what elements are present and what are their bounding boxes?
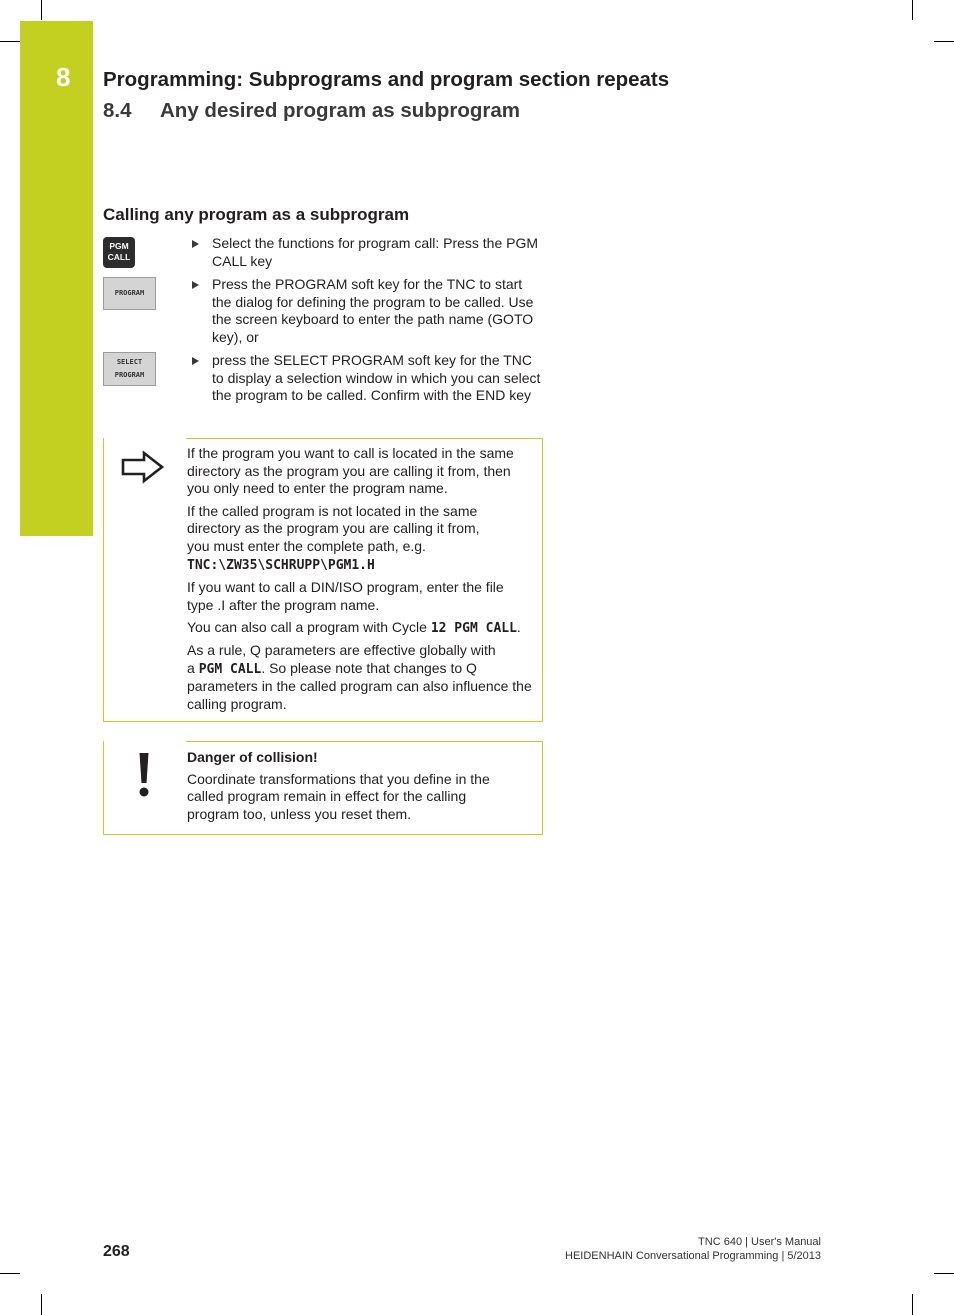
warning-content [187, 741, 542, 834]
step-text: press the SELECT PROGRAM soft key for the TNC to display a selection window in which you can select the program to be called. Confirm with the END key [212, 352, 541, 404]
footer-line-2: HEIDENHAIN Conversational Programming | 5/2013 [565, 1250, 821, 1262]
note-paragraph [187, 642, 534, 714]
note-text: As a rule, Q parameters are effective globally with [187, 642, 496, 659]
step-item [192, 235, 544, 270]
warning-icon-cell [104, 741, 187, 834]
step-item [192, 352, 544, 405]
note-paragraph: If the program you want to call is located in the same directory as the program you are calling it from, then you only need to enter the program name. [187, 445, 514, 497]
warning-text: Coordinate transformations that you define in the called program remain in effect for the calling program too, unless you reset them. [187, 770, 490, 823]
cycle-code: 12 PGM CALL [430, 620, 517, 636]
note-icon-cell [104, 438, 187, 721]
page-number: 268 [103, 1243, 130, 1260]
chapter-number: 8 [56, 62, 71, 92]
exclamation-icon [137, 752, 151, 798]
section-title-text: Any desired program as subprogram [160, 99, 520, 122]
bullet-triangle-icon [192, 357, 199, 365]
program-softkey-icon [103, 277, 156, 310]
pgm-call-key-label-2: CALL [107, 252, 131, 262]
warning-box [103, 741, 543, 835]
crop-mark [41, 0, 42, 20]
pgm-call-code: PGM CALL [198, 661, 262, 677]
crop-mark [912, 0, 913, 20]
footer-info [565, 1235, 821, 1263]
chapter-tab [20, 21, 93, 536]
program-softkey-label: PROGRAM [114, 289, 145, 297]
footer-line-1: TNC 640 | User's Manual [698, 1236, 821, 1248]
step-text: Press the PROGRAM soft key for the TNC to start the dialog for defining the program to be called. Use the screen keyboard to enter the path name (GOTO key), or [212, 276, 534, 346]
crop-mark [0, 1273, 20, 1274]
bullet-triangle-icon [192, 240, 199, 248]
select-program-softkey-label-1: SELECT [116, 358, 143, 366]
note-text: . [516, 618, 521, 635]
select-program-softkey-label-2: PROGRAM [114, 371, 145, 379]
bullet-triangle-icon [192, 281, 199, 289]
note-content [187, 438, 542, 721]
note-text: you must enter the complete path, e.g. [187, 538, 426, 555]
note-box [103, 438, 543, 722]
note-paragraph [187, 619, 534, 638]
pgm-call-key-icon [103, 237, 135, 268]
note-text: . So please note that changes to Q parameters in the called program can also influence the calling program. [187, 659, 532, 713]
pgm-call-key-label-1: PGM [109, 241, 129, 251]
note-paragraph [187, 503, 534, 575]
section-number: 8.4 [103, 99, 132, 122]
note-text: You can also call a program with Cycle [187, 618, 427, 635]
arrow-right-icon [121, 450, 165, 484]
path-code: TNC:\ZW35\SCHRUPP\PGM1.H [187, 557, 375, 573]
note-text: If the called program is not located in the same directory as the program you are calling it from, [187, 502, 480, 537]
crop-mark [934, 1273, 954, 1274]
step-item [192, 276, 544, 347]
subheading: Calling any program as a subprogram [103, 205, 410, 224]
step-text: Select the functions for program call: Press the PGM CALL key [212, 235, 539, 269]
crop-mark [912, 1294, 913, 1315]
chapter-title: Programming: Subprograms and program section repeats [103, 68, 670, 91]
note-text: a [187, 659, 195, 676]
select-program-softkey-icon [103, 352, 156, 386]
note-paragraph: If you want to call a DIN/ISO program, enter the file type .I after the program name. [187, 578, 504, 613]
crop-mark [41, 1294, 42, 1315]
warning-title: Danger of collision! [187, 749, 318, 765]
crop-mark [934, 41, 954, 42]
crop-mark [0, 41, 20, 42]
section-title [103, 98, 520, 124]
